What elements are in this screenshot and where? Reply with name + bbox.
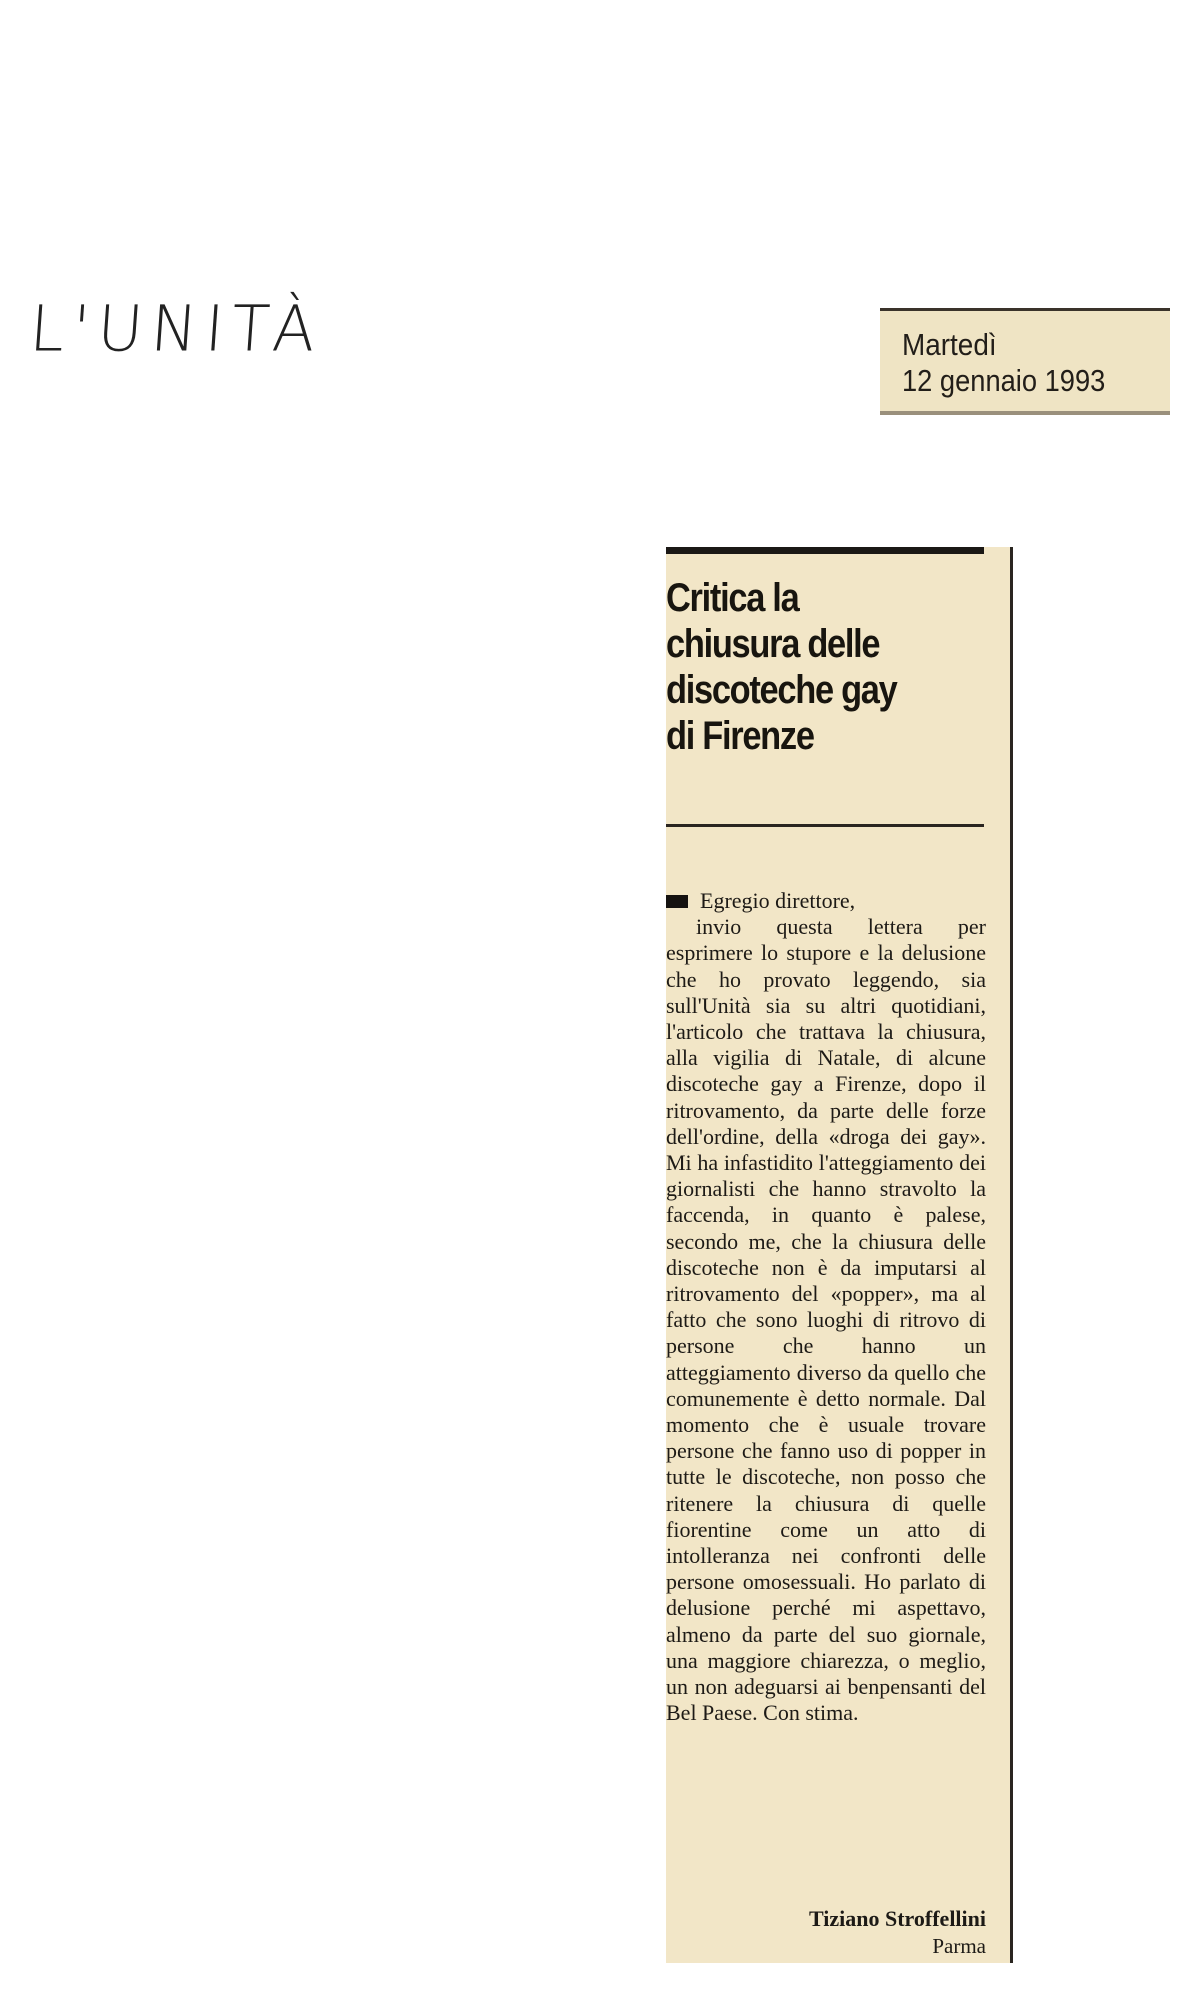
- salutation-row: [666, 888, 986, 914]
- article-body: [666, 888, 986, 1727]
- title-line: di Firenze: [666, 714, 814, 758]
- date-weekday: Martedì: [902, 327, 997, 362]
- salutation: Egregio direttore,: [700, 888, 856, 913]
- article-title: [666, 575, 941, 759]
- author-city: Parma: [932, 1934, 986, 1958]
- handwritten-masthead: L'UNITÀ: [27, 291, 326, 366]
- letter-text: invio questa lettera per esprimere lo stupore e la delusione che ho provato leggendo, sia sull'Unità sia su altri quotidiani, l'articolo che trattava la chiusura, alla vigilia di Natale, di alcune discoteche gay a Firenze, dopo il ritrovamento, da parte delle forze dell'ordine, della «droga dei gay». Mi ha infastidito l'atteggiamento dei giornalisti che hanno stravolto la faccenda, in quanto è palese, secondo me, che la chiusura delle discoteche non è da imputarsi al ritrovamento del «popper», ma al fatto che sono luoghi di ritrovo di persone che hanno un atteggiamento diverso da quello che comunemente è detto normale. Dal momento che è usuale trovare persone che fanno uso di popper in tutte le discoteche, non posso che ritenere la chiusura di quelle fiorentine come un atto di intolleranza nei confronti delle persone omosessuali. Ho parlato di delusione perché mi aspettavo, almeno da parte del suo giornale, una maggiore chiarezza, o meglio, un non adeguarsi ai benpensanti del Bel Paese. Con stima.: [666, 914, 986, 1726]
- signature: [809, 1906, 986, 1960]
- date-clipping: [880, 308, 1170, 415]
- title-line: Critica la: [666, 576, 799, 620]
- author-name: Tiziano Stroffellini: [808, 1906, 986, 1931]
- top-rule: [666, 547, 984, 554]
- bullet-square-icon: [666, 895, 688, 908]
- title-line: chiusura delle: [666, 622, 880, 666]
- date-full: 12 gennaio 1993: [902, 363, 1106, 398]
- article-clipping: [666, 547, 1013, 1963]
- title-line: discoteche gay: [666, 668, 897, 712]
- title-rule: [666, 824, 984, 827]
